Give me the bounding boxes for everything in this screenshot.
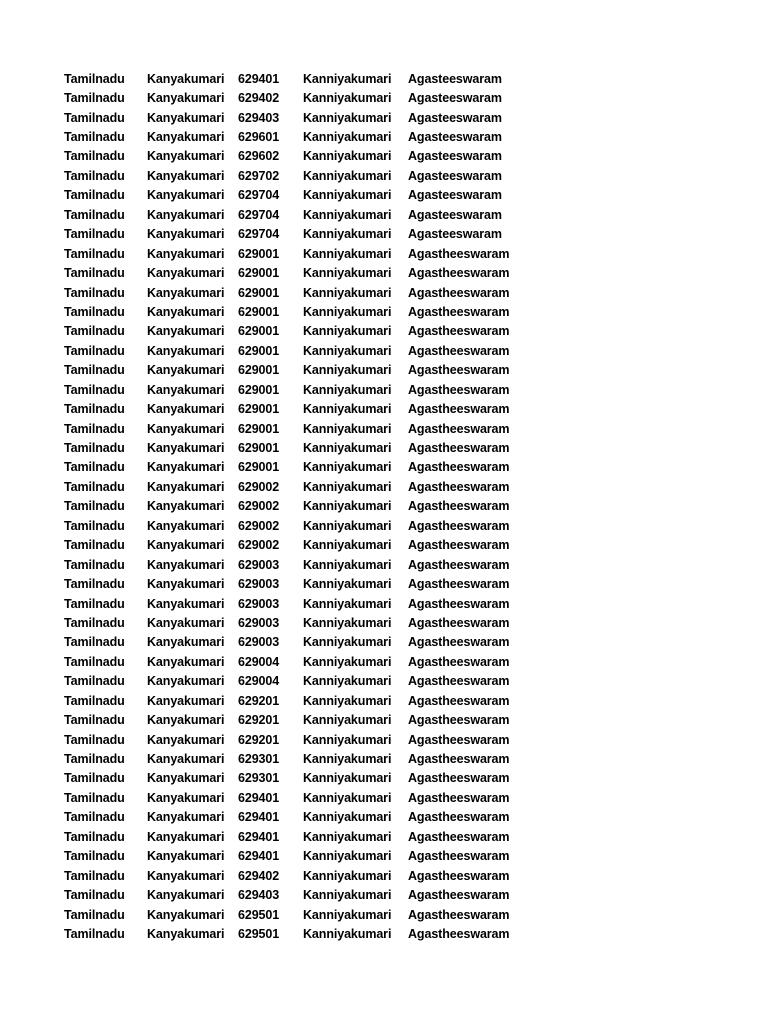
pincode-cell: 629702 <box>238 168 280 183</box>
table-row <box>64 263 704 282</box>
district-cell: Kanyakumari <box>147 343 225 358</box>
taluk-cell: Agasteeswaram <box>408 149 502 164</box>
state-cell: Tamilnadu <box>64 557 125 572</box>
division-cell: Kanniyakumari <box>303 868 392 883</box>
state-cell: Tamilnadu <box>64 71 125 86</box>
table-row <box>64 361 704 380</box>
table-row <box>64 186 704 205</box>
division-cell: Kanniyakumari <box>303 324 392 339</box>
state-cell: Tamilnadu <box>64 207 125 222</box>
taluk-cell: Agasteeswaram <box>408 71 502 86</box>
division-cell: Kanniyakumari <box>303 790 392 805</box>
state-cell: Tamilnadu <box>64 168 125 183</box>
taluk-cell: Agasteeswaram <box>408 91 502 106</box>
table-row <box>64 497 704 516</box>
pincode-cell: 629602 <box>238 149 280 164</box>
pincode-cell: 629201 <box>238 713 280 728</box>
division-cell: Kanniyakumari <box>303 168 392 183</box>
pincode-cell: 629301 <box>238 752 280 767</box>
table-row <box>64 69 704 88</box>
table-row <box>64 166 704 185</box>
taluk-cell: Agastheeswaram <box>408 246 510 261</box>
pincode-cell: 629003 <box>238 596 280 611</box>
taluk-cell: Agastheeswaram <box>408 343 510 358</box>
state-cell: Tamilnadu <box>64 402 125 417</box>
table-row <box>64 866 704 885</box>
division-cell: Kanniyakumari <box>303 635 392 650</box>
division-cell: Kanniyakumari <box>303 674 392 689</box>
table-row <box>64 88 704 107</box>
district-cell: Kanyakumari <box>147 577 225 592</box>
district-cell: Kanyakumari <box>147 635 225 650</box>
pincode-cell: 629601 <box>238 130 280 145</box>
state-cell: Tamilnadu <box>64 907 125 922</box>
taluk-cell: Agastheeswaram <box>408 790 510 805</box>
division-cell: Kanniyakumari <box>303 693 392 708</box>
pincode-cell: 629001 <box>238 266 280 281</box>
division-cell: Kanniyakumari <box>303 343 392 358</box>
table-row <box>64 536 704 555</box>
taluk-cell: Agastheeswaram <box>408 577 510 592</box>
district-cell: Kanyakumari <box>147 324 225 339</box>
pincode-cell: 629002 <box>238 518 280 533</box>
taluk-cell: Agastheeswaram <box>408 810 510 825</box>
state-cell: Tamilnadu <box>64 596 125 611</box>
table-row <box>64 555 704 574</box>
taluk-cell: Agasteeswaram <box>408 227 502 242</box>
division-cell: Kanniyakumari <box>303 460 392 475</box>
taluk-cell: Agastheeswaram <box>408 888 510 903</box>
district-cell: Kanyakumari <box>147 790 225 805</box>
taluk-cell: Agastheeswaram <box>408 499 510 514</box>
table-row <box>64 594 704 613</box>
pincode-cell: 629002 <box>238 479 280 494</box>
division-cell: Kanniyakumari <box>303 441 392 456</box>
state-cell: Tamilnadu <box>64 693 125 708</box>
state-cell: Tamilnadu <box>64 324 125 339</box>
taluk-cell: Agastheeswaram <box>408 907 510 922</box>
state-cell: Tamilnadu <box>64 518 125 533</box>
district-cell: Kanyakumari <box>147 188 225 203</box>
state-cell: Tamilnadu <box>64 499 125 514</box>
state-cell: Tamilnadu <box>64 732 125 747</box>
table-row <box>64 808 704 827</box>
division-cell: Kanniyakumari <box>303 615 392 630</box>
state-cell: Tamilnadu <box>64 441 125 456</box>
table-row <box>64 244 704 263</box>
pincode-cell: 629003 <box>238 635 280 650</box>
division-cell: Kanniyakumari <box>303 888 392 903</box>
district-cell: Kanyakumari <box>147 441 225 456</box>
district-cell: Kanyakumari <box>147 149 225 164</box>
state-cell: Tamilnadu <box>64 363 125 378</box>
pincode-cell: 629501 <box>238 926 280 941</box>
table-row <box>64 477 704 496</box>
state-cell: Tamilnadu <box>64 188 125 203</box>
district-cell: Kanyakumari <box>147 421 225 436</box>
table-row <box>64 458 704 477</box>
pincode-cell: 629001 <box>238 304 280 319</box>
district-cell: Kanyakumari <box>147 888 225 903</box>
division-cell: Kanniyakumari <box>303 538 392 553</box>
division-cell: Kanniyakumari <box>303 596 392 611</box>
state-cell: Tamilnadu <box>64 479 125 494</box>
taluk-cell: Agastheeswaram <box>408 926 510 941</box>
table-row <box>64 885 704 904</box>
pincode-cell: 629003 <box>238 615 280 630</box>
district-cell: Kanyakumari <box>147 110 225 125</box>
division-cell: Kanniyakumari <box>303 304 392 319</box>
district-cell: Kanyakumari <box>147 363 225 378</box>
division-cell: Kanniyakumari <box>303 479 392 494</box>
state-cell: Tamilnadu <box>64 615 125 630</box>
district-cell: Kanyakumari <box>147 285 225 300</box>
table-row <box>64 516 704 535</box>
table-row <box>64 322 704 341</box>
taluk-cell: Agastheeswaram <box>408 304 510 319</box>
division-cell: Kanniyakumari <box>303 654 392 669</box>
table-row <box>64 827 704 846</box>
state-cell: Tamilnadu <box>64 285 125 300</box>
division-cell: Kanniyakumari <box>303 713 392 728</box>
taluk-cell: Agastheeswaram <box>408 752 510 767</box>
taluk-cell: Agasteeswaram <box>408 130 502 145</box>
division-cell: Kanniyakumari <box>303 557 392 572</box>
table-row <box>64 127 704 146</box>
district-cell: Kanyakumari <box>147 479 225 494</box>
table-row <box>64 419 704 438</box>
district-cell: Kanyakumari <box>147 266 225 281</box>
district-cell: Kanyakumari <box>147 557 225 572</box>
division-cell: Kanniyakumari <box>303 71 392 86</box>
division-cell: Kanniyakumari <box>303 382 392 397</box>
pincode-cell: 629402 <box>238 91 280 106</box>
pincode-cell: 629001 <box>238 421 280 436</box>
taluk-cell: Agastheeswaram <box>408 596 510 611</box>
taluk-cell: Agastheeswaram <box>408 771 510 786</box>
state-cell: Tamilnadu <box>64 382 125 397</box>
state-cell: Tamilnadu <box>64 868 125 883</box>
district-cell: Kanyakumari <box>147 91 225 106</box>
state-cell: Tamilnadu <box>64 149 125 164</box>
state-cell: Tamilnadu <box>64 421 125 436</box>
district-cell: Kanyakumari <box>147 713 225 728</box>
taluk-cell: Agastheeswaram <box>408 441 510 456</box>
pincode-cell: 629401 <box>238 790 280 805</box>
pincode-cell: 629403 <box>238 888 280 903</box>
district-cell: Kanyakumari <box>147 71 225 86</box>
state-cell: Tamilnadu <box>64 713 125 728</box>
division-cell: Kanniyakumari <box>303 110 392 125</box>
division-cell: Kanniyakumari <box>303 926 392 941</box>
data-table <box>64 69 704 944</box>
state-cell: Tamilnadu <box>64 246 125 261</box>
district-cell: Kanyakumari <box>147 926 225 941</box>
taluk-cell: Agastheeswaram <box>408 285 510 300</box>
district-cell: Kanyakumari <box>147 596 225 611</box>
taluk-cell: Agastheeswaram <box>408 557 510 572</box>
table-row <box>64 847 704 866</box>
pincode-cell: 629001 <box>238 324 280 339</box>
pincode-cell: 629004 <box>238 674 280 689</box>
taluk-cell: Agastheeswaram <box>408 868 510 883</box>
table-row <box>64 652 704 671</box>
taluk-cell: Agastheeswaram <box>408 713 510 728</box>
pincode-cell: 629401 <box>238 71 280 86</box>
table-row <box>64 341 704 360</box>
district-cell: Kanyakumari <box>147 829 225 844</box>
pincode-cell: 629401 <box>238 810 280 825</box>
pincode-cell: 629402 <box>238 868 280 883</box>
table-row <box>64 399 704 418</box>
district-cell: Kanyakumari <box>147 304 225 319</box>
division-cell: Kanniyakumari <box>303 363 392 378</box>
pincode-cell: 629002 <box>238 538 280 553</box>
district-cell: Kanyakumari <box>147 130 225 145</box>
taluk-cell: Agastheeswaram <box>408 382 510 397</box>
division-cell: Kanniyakumari <box>303 207 392 222</box>
pincode-cell: 629401 <box>238 849 280 864</box>
state-cell: Tamilnadu <box>64 538 125 553</box>
state-cell: Tamilnadu <box>64 829 125 844</box>
table-row <box>64 147 704 166</box>
district-cell: Kanyakumari <box>147 207 225 222</box>
district-cell: Kanyakumari <box>147 227 225 242</box>
table-row <box>64 672 704 691</box>
pincode-cell: 629001 <box>238 402 280 417</box>
state-cell: Tamilnadu <box>64 888 125 903</box>
pincode-cell: 629003 <box>238 557 280 572</box>
state-cell: Tamilnadu <box>64 304 125 319</box>
taluk-cell: Agasteeswaram <box>408 207 502 222</box>
state-cell: Tamilnadu <box>64 227 125 242</box>
table-row <box>64 730 704 749</box>
table-row <box>64 769 704 788</box>
taluk-cell: Agastheeswaram <box>408 518 510 533</box>
taluk-cell: Agastheeswaram <box>408 402 510 417</box>
district-cell: Kanyakumari <box>147 752 225 767</box>
table-row <box>64 205 704 224</box>
district-cell: Kanyakumari <box>147 402 225 417</box>
pincode-cell: 629003 <box>238 577 280 592</box>
state-cell: Tamilnadu <box>64 674 125 689</box>
pincode-cell: 629001 <box>238 460 280 475</box>
state-cell: Tamilnadu <box>64 752 125 767</box>
district-cell: Kanyakumari <box>147 538 225 553</box>
taluk-cell: Agastheeswaram <box>408 538 510 553</box>
division-cell: Kanniyakumari <box>303 91 392 106</box>
state-cell: Tamilnadu <box>64 849 125 864</box>
state-cell: Tamilnadu <box>64 343 125 358</box>
table-row <box>64 380 704 399</box>
division-cell: Kanniyakumari <box>303 577 392 592</box>
taluk-cell: Agastheeswaram <box>408 615 510 630</box>
pincode-cell: 629403 <box>238 110 280 125</box>
division-cell: Kanniyakumari <box>303 130 392 145</box>
district-cell: Kanyakumari <box>147 654 225 669</box>
pincode-cell: 629704 <box>238 188 280 203</box>
pincode-cell: 629001 <box>238 285 280 300</box>
taluk-cell: Agastheeswaram <box>408 421 510 436</box>
pincode-cell: 629002 <box>238 499 280 514</box>
taluk-cell: Agastheeswaram <box>408 635 510 650</box>
pincode-cell: 629201 <box>238 693 280 708</box>
division-cell: Kanniyakumari <box>303 149 392 164</box>
pincode-cell: 629704 <box>238 227 280 242</box>
taluk-cell: Agastheeswaram <box>408 479 510 494</box>
table-row <box>64 574 704 593</box>
state-cell: Tamilnadu <box>64 266 125 281</box>
division-cell: Kanniyakumari <box>303 829 392 844</box>
division-cell: Kanniyakumari <box>303 752 392 767</box>
taluk-cell: Agastheeswaram <box>408 732 510 747</box>
district-cell: Kanyakumari <box>147 907 225 922</box>
pincode-cell: 629301 <box>238 771 280 786</box>
district-cell: Kanyakumari <box>147 732 225 747</box>
table-row <box>64 691 704 710</box>
taluk-cell: Agasteeswaram <box>408 110 502 125</box>
pincode-cell: 629001 <box>238 363 280 378</box>
state-cell: Tamilnadu <box>64 91 125 106</box>
table-row <box>64 225 704 244</box>
state-cell: Tamilnadu <box>64 130 125 145</box>
division-cell: Kanniyakumari <box>303 849 392 864</box>
pincode-cell: 629001 <box>238 441 280 456</box>
table-row <box>64 302 704 321</box>
taluk-cell: Agastheeswaram <box>408 674 510 689</box>
district-cell: Kanyakumari <box>147 499 225 514</box>
district-cell: Kanyakumari <box>147 674 225 689</box>
pincode-cell: 629704 <box>238 207 280 222</box>
division-cell: Kanniyakumari <box>303 421 392 436</box>
pincode-cell: 629201 <box>238 732 280 747</box>
table-row <box>64 924 704 943</box>
division-cell: Kanniyakumari <box>303 499 392 514</box>
table-row <box>64 613 704 632</box>
division-cell: Kanniyakumari <box>303 402 392 417</box>
division-cell: Kanniyakumari <box>303 771 392 786</box>
pincode-cell: 629001 <box>238 246 280 261</box>
pincode-cell: 629001 <box>238 343 280 358</box>
district-cell: Kanyakumari <box>147 460 225 475</box>
table-row <box>64 633 704 652</box>
taluk-cell: Agastheeswaram <box>408 324 510 339</box>
state-cell: Tamilnadu <box>64 577 125 592</box>
table-row <box>64 749 704 768</box>
division-cell: Kanniyakumari <box>303 732 392 747</box>
taluk-cell: Agastheeswaram <box>408 460 510 475</box>
taluk-cell: Agastheeswaram <box>408 363 510 378</box>
table-row <box>64 710 704 729</box>
table-row <box>64 788 704 807</box>
district-cell: Kanyakumari <box>147 518 225 533</box>
district-cell: Kanyakumari <box>147 168 225 183</box>
district-cell: Kanyakumari <box>147 849 225 864</box>
state-cell: Tamilnadu <box>64 110 125 125</box>
division-cell: Kanniyakumari <box>303 285 392 300</box>
table-row <box>64 108 704 127</box>
pincode-cell: 629001 <box>238 382 280 397</box>
district-cell: Kanyakumari <box>147 382 225 397</box>
taluk-cell: Agasteeswaram <box>408 188 502 203</box>
division-cell: Kanniyakumari <box>303 907 392 922</box>
taluk-cell: Agasteeswaram <box>408 168 502 183</box>
table-row <box>64 438 704 457</box>
state-cell: Tamilnadu <box>64 460 125 475</box>
division-cell: Kanniyakumari <box>303 518 392 533</box>
taluk-cell: Agastheeswaram <box>408 654 510 669</box>
district-cell: Kanyakumari <box>147 246 225 261</box>
state-cell: Tamilnadu <box>64 635 125 650</box>
district-cell: Kanyakumari <box>147 693 225 708</box>
division-cell: Kanniyakumari <box>303 188 392 203</box>
division-cell: Kanniyakumari <box>303 266 392 281</box>
state-cell: Tamilnadu <box>64 654 125 669</box>
division-cell: Kanniyakumari <box>303 227 392 242</box>
district-cell: Kanyakumari <box>147 868 225 883</box>
taluk-cell: Agastheeswaram <box>408 829 510 844</box>
pincode-cell: 629401 <box>238 829 280 844</box>
district-cell: Kanyakumari <box>147 615 225 630</box>
table-row <box>64 905 704 924</box>
pincode-cell: 629004 <box>238 654 280 669</box>
taluk-cell: Agastheeswaram <box>408 266 510 281</box>
district-cell: Kanyakumari <box>147 810 225 825</box>
state-cell: Tamilnadu <box>64 810 125 825</box>
taluk-cell: Agastheeswaram <box>408 693 510 708</box>
state-cell: Tamilnadu <box>64 790 125 805</box>
state-cell: Tamilnadu <box>64 771 125 786</box>
table-row <box>64 283 704 302</box>
pincode-cell: 629501 <box>238 907 280 922</box>
state-cell: Tamilnadu <box>64 926 125 941</box>
division-cell: Kanniyakumari <box>303 810 392 825</box>
district-cell: Kanyakumari <box>147 771 225 786</box>
taluk-cell: Agastheeswaram <box>408 849 510 864</box>
division-cell: Kanniyakumari <box>303 246 392 261</box>
